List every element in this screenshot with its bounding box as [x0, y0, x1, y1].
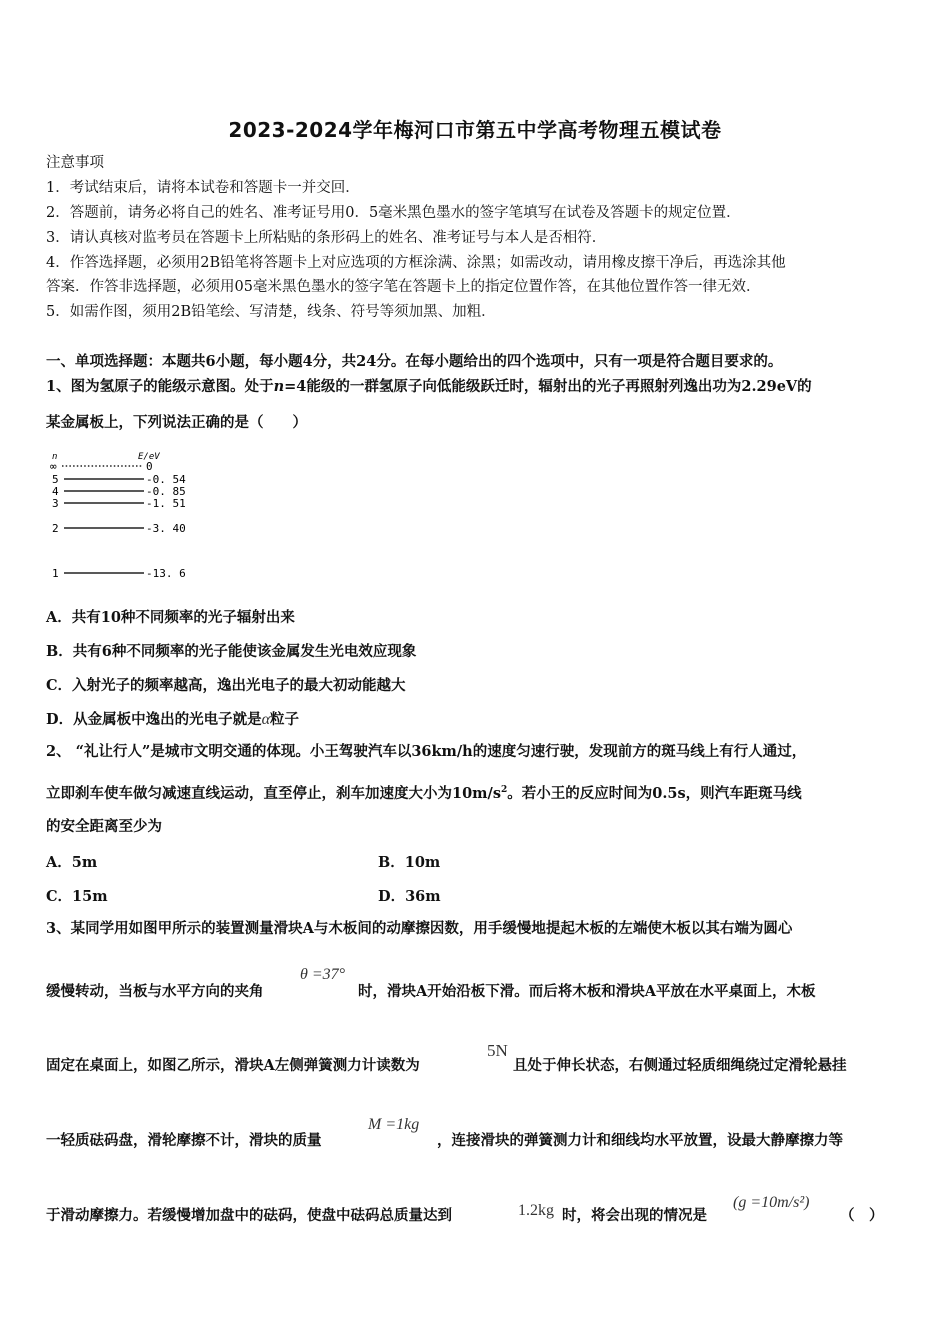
energy-level-diagram: [46, 448, 206, 584]
q2-option-a: A．5m: [46, 854, 98, 871]
q2-option-c: C．15m: [46, 888, 108, 905]
section-heading: 一、单项选择题：本题共6小题，每小题4分，共24分。在每小题给出的四个选项中，只有一项是符合题目要求的。: [46, 353, 783, 370]
notice-item: 2．答题前，请务必将自己的姓名、准考证号用0．5毫米黑色墨水的签字笔填写在试卷及答题卡的规定位置．: [46, 205, 741, 221]
q2-stem-line2: [46, 780, 802, 804]
level-e: -13. 6: [146, 567, 186, 580]
q3-stem-line5-a: 于滑动摩擦力。若缓慢增加盘中的砝码，使盘中砝码总质量达到: [46, 1207, 452, 1224]
notice-item: 答案．作答非选择题，必须用05毫米黑色墨水的签字笔在答题卡上的指定位置作答，在其他位置作答一律无效．: [46, 279, 761, 295]
q3-stem-line1: 3、某同学用如图甲所示的装置测量滑块A与木板间的动摩擦因数，用手缓慢地提起木板的左端使木板以其右端为圆心: [46, 920, 793, 937]
force-value: 5N: [487, 1041, 508, 1060]
q3-stem-line4-b: ，连接滑块的弹簧测力计和细线均水平放置，设最大静摩擦力等: [437, 1132, 843, 1149]
level-e: -1. 51: [146, 497, 186, 510]
q2-text: 立即刹车使车做匀减速直线运动，直至停止，刹车加速度大小为10m/s: [46, 784, 501, 802]
level-n: 2: [52, 522, 59, 535]
q1-option-d-text: D．从金属板中逸出的光电子就是: [46, 711, 262, 728]
level-n: 1: [52, 567, 59, 580]
notice-item: 4．作答选择题，必须用2B铅笔将答题卡上对应选项的方框涂满、涂黑；如需改动，请用橡皮擦干净后，再选涂其他: [46, 255, 786, 271]
q1-stem-line1: [46, 377, 812, 397]
mass-formula: M =1kg: [368, 1116, 420, 1133]
alpha-symbol: α: [261, 711, 270, 728]
q1-stem-line2: 某金属板上，下列说法正确的是（ ）: [46, 414, 307, 431]
q3-stem-line2-a: 缓慢转动，当板与水平方向的夹角: [46, 983, 264, 1000]
level-e: -0. 85: [146, 485, 186, 498]
q3-stem-line5-b: 时，将会出现的情况是: [562, 1207, 707, 1224]
q1-n-symbol: n: [273, 378, 285, 395]
q1-text: 1、图为氢原子的能级示意图。处于: [46, 378, 274, 395]
notice-item: 1．考试结束后，请将本试卷和答题卡一并交回．: [46, 180, 360, 196]
level-n: 5: [52, 473, 59, 486]
level-n: 3: [52, 497, 59, 510]
q3-stem-line3-a: 固定在桌面上，如图乙所示，滑块A左侧弹簧测力计读数为: [46, 1057, 420, 1074]
q1-option-b: B．共有6种不同频率的光子能使该金属发生光电效应现象: [46, 643, 417, 660]
weights-value: 1.2kg: [518, 1202, 554, 1219]
q1-option-a: A．共有10种不同频率的光子辐射出来: [46, 609, 295, 626]
notice-item: 3．请认真核对监考员在答题卡上所粘贴的条形码上的姓名、准考证号与本人是否相符．: [46, 230, 607, 246]
q1-option-d-text: 粒子: [269, 711, 299, 728]
q1-option-d: [46, 708, 299, 729]
q3-answer-brackets: （ ）: [840, 1207, 884, 1224]
theta-formula: θ =37°: [300, 966, 346, 983]
q2-option-d: D．36m: [378, 888, 441, 905]
notice-item: 5．如需作图，须用2B铅笔绘、写清楚，线条、符号等须加黑、加粗．: [46, 304, 496, 320]
q3-stem-line4-a: 一轻质砝码盘，滑轮摩擦不计，滑块的质量: [46, 1132, 322, 1149]
q2-option-b: B．10m: [378, 854, 441, 871]
q2-stem-line3: 的安全距离至少为: [46, 818, 162, 835]
notice-heading: 注意事项: [46, 155, 104, 171]
q2-superscript: 2: [500, 785, 508, 795]
diagram-n-label: n: [52, 452, 58, 462]
level-n: 4: [52, 485, 59, 498]
diagram-e-label: E/eV: [138, 452, 160, 462]
level-e: -3. 40: [146, 522, 186, 535]
q2-text: 。若小王的反应时间为0.5s，则汽车距斑马线: [507, 784, 802, 802]
page-title: 2023-2024学年梅河口市第五中学高考物理五模试卷: [228, 118, 722, 142]
level-n: ∞: [50, 460, 57, 473]
q1-text: =4能级的一群氢原子向低能级跃迁时，辐射出的光子再照射列逸出功为2.29eV的: [284, 378, 812, 395]
q2-stem-line1: 2、 “礼让行人”是城市文明交通的体现。小王驾驶汽车以36km/h的速度匀速行驶，发现前方的斑马线上有行人通过，: [46, 743, 807, 760]
level-e: -0. 54: [146, 473, 186, 486]
g-formula: (g =10m/s²): [733, 1194, 810, 1211]
q3-stem-line2-b: 时，滑块A开始沿板下滑。而后将木板和滑块A平放在水平桌面上，木板: [358, 983, 816, 1000]
level-e: 0: [146, 460, 153, 473]
q1-option-c: C．入射光子的频率越高，逸出光电子的最大初动能越大: [46, 677, 406, 694]
q3-stem-line3-b: 且处于伸长状态，右侧通过轻质细绳绕过定滑轮悬挂: [513, 1057, 847, 1074]
